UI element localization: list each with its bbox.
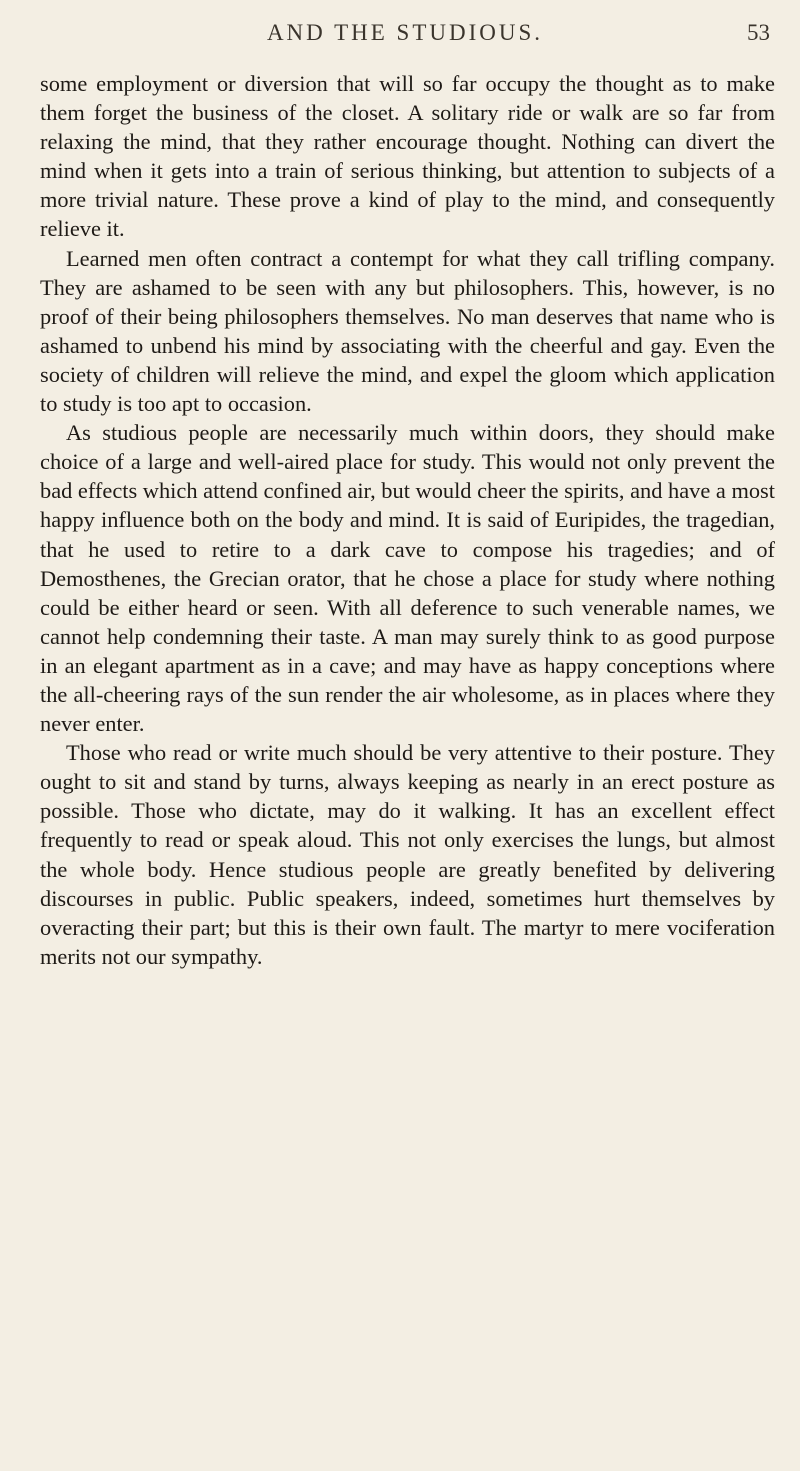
body-text: [40, 69, 775, 971]
paragraph-learned-men: Learned men often contract a contempt for what they call trifling company. They are ashamed to be seen with any but philosophers. This, however, is no proof of their being philosophers themselves. No man deserves that name who is ashamed to unbend his mind by associating with the cheerful and gay. Even the society of children will relieve the mind, and expel the gloom which application to study is too apt to occasion.: [40, 245, 775, 417]
paragraph-posture: Those who read or write much should be very attentive to their posture. They ought to sit and stand by turns, always keeping as nearly in an erect posture as possible. Those who dictate, may do it walking. It has an excellent effect frequently to read or speak aloud. This not only exercises the lungs, but almost the whole body. Hence studious people are greatly benefited by delivering discourses in public. Public speakers, indeed, sometimes hurt themselves by overacting their part; but this is their own fault. The martyr to mere vociferation merits not our sympathy.: [40, 740, 775, 969]
paragraph-continuation: some employment or diversion that will so far occupy the thought as to make them forget the business of the closet. A solitary ride or walk are so far from relaxing the mind, that they rather encourage thought. Nothing can divert the mind when it gets into a train of serious thinking, but attention to subjects of a more trivial nature. These prove a kind of play to the mind, and consequently relieve it.: [40, 71, 775, 242]
page-number: 53: [747, 20, 770, 45]
running-title: AND THE STUDIOUS.: [266, 20, 544, 45]
paragraph-place-for-study: As studious people are necessarily much within doors, they should make choice of a large and well-aired place for study. This would not only prevent the bad effects which attend confined air, but would cheer the spirits, and have a most happy influence both on the body and mind. It is said of Euripides, the tragedian, that he used to retire to a dark cave to compose his tragedies; and of Demosthenes, the Grecian orator, that he chose a place for study where nothing could be either heard or seen. With all deference to such venerable names, we cannot help condemning their taste. A man may surely think to as good purpose in an elegant apartment as in a cave; and may have as happy conceptions where the all-cheering rays of the sun render the air wholesome, as in places where they never enter.: [40, 420, 775, 737]
running-head: [40, 20, 770, 60]
